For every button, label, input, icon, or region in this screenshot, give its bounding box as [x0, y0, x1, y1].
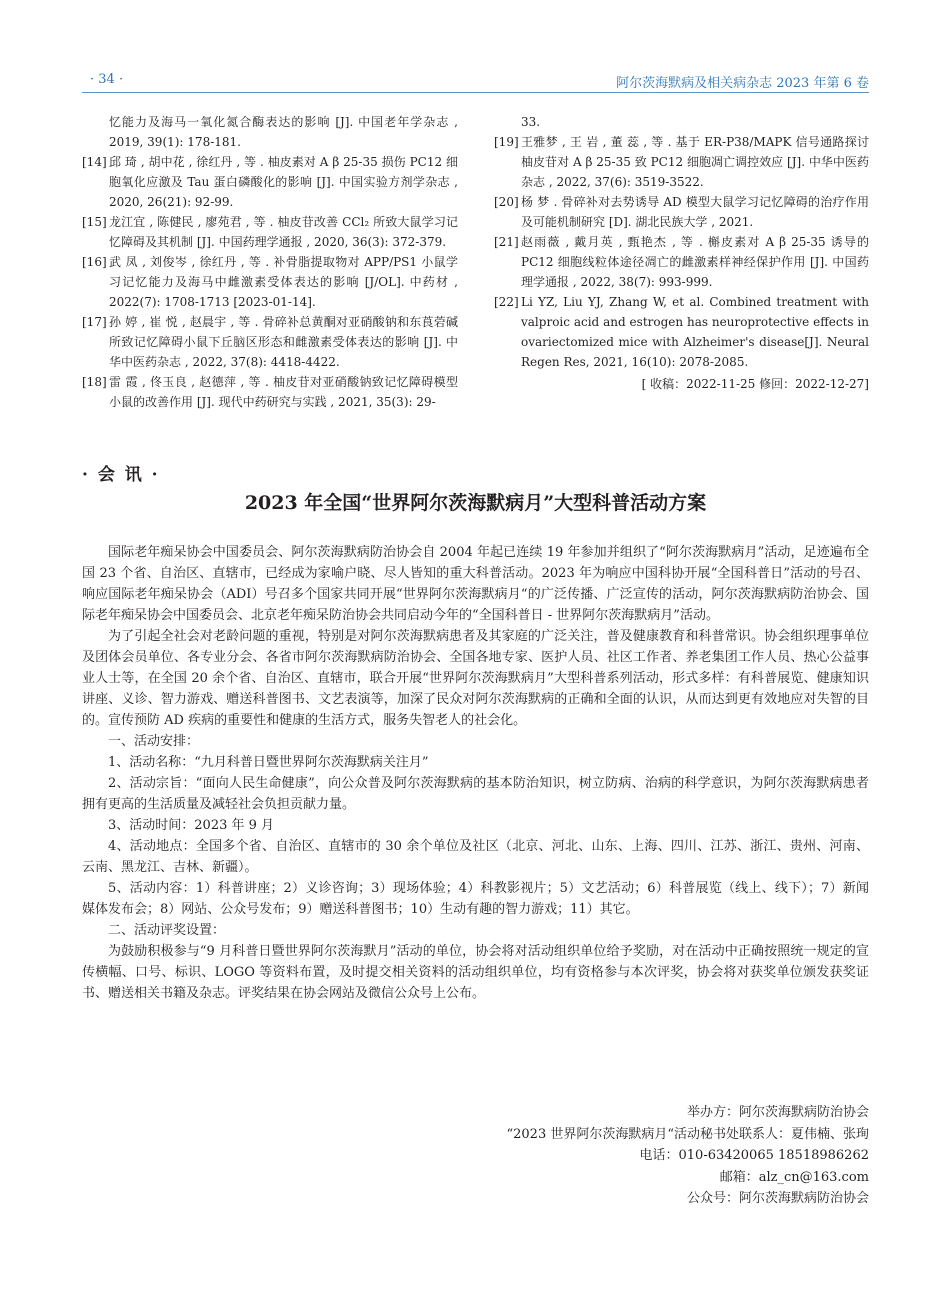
email: 邮箱：alz_cn@163.com — [719, 1169, 869, 1185]
reference-item — [494, 192, 869, 232]
reference-text: 雷 霞 , 佟玉良 , 赵德萍 , 等 . 柚皮苷对亚硝酸钠致记忆障碍模型小鼠的改善作用 [J]. 现代中药研究与实践 , 2021, 35(3): 29- — [109, 375, 458, 409]
reference-text: 邱 琦 , 胡中花 , 徐红丹 , 等 . 柚皮素对 A β 25-35 损伤 PC12 细胞氧化应激及 Tau 蛋白磷酸化的影响 [J]. 中国实验方剂学杂志 , 2020, 26(21): 92-99. — [109, 155, 458, 209]
reference-number: [16] — [82, 255, 107, 269]
page-header — [82, 72, 869, 93]
reference-item — [82, 252, 458, 312]
received-date: [ 收稿：2022-11-25 修回：2022-12-27] — [641, 377, 869, 391]
body-paragraph: 5、活动内容：1）科普讲座；2）义诊咨询；3）现场体验；4）科教影视片；5）文艺活动；6）科普展览（线上、线下）；7）新闻媒体发布会；8）网站、公众号发布；9）赠送科普图书；10）生动有趣的智力游戏；11）其它。 — [82, 881, 869, 917]
body-paragraph: 为鼓励积极参与“9 月科普日暨世界阿尔茨海默月”活动的单位，协会将对活动组织单位给予奖励，对在活动中正确按照统一规定的宣传横幅、口号、标识、LOGO 等资料布置，及时提交相关资料的活动组织单位，均有资格参与本次评奖，协会将对获奖单位颁发获奖证书、赠送相关书籍及杂志。评奖结果在协会网站及微信公众号上公布。 — [82, 944, 869, 1001]
reference-text: 杨 梦 . 骨碎补对去势诱导 AD 模型大鼠学习记忆障碍的治疗作用及可能机制研究 [D]. 湖北民族大学 , 2021. — [521, 195, 869, 229]
reference-item — [82, 372, 458, 412]
phone: 电话：010-63420065 18518986262 — [639, 1148, 869, 1163]
page-number: · 34 · — [90, 72, 124, 87]
reference-number: [15] — [82, 215, 107, 229]
section-heading: 二、活动评奖设置： — [108, 923, 226, 938]
body-paragraph: 4、活动地点：全国多个省、自治区、直辖市的 30 余个单位及社区（北京、河北、山东、上海、四川、江苏、浙江、贵州、河南、云南、黑龙江、吉林、新疆）。 — [82, 839, 869, 875]
reference-number: [21] — [494, 235, 519, 249]
section-tag: · 会 讯 · — [82, 465, 160, 485]
body-paragraph: 为了引起全社会对老龄问题的重视，特别是对阿尔茨海默病患者及其家庭的广泛关注，普及健康教育和科普常识。协会组织理事单位及团体会员单位、各专业分会、各省市阿尔茨海默病防治协会、全国各地专家、医护人员、社区工作者、养老集团工作人员、热心公益事业人士等，在全国 20 余个省、自治区、直辖市，联合开展“世界阿尔茨海默病月”大型科普系列活动，形式多样：有科普展览、健康知识讲座、义诊、智力游戏、赠送科普图书、文艺表演等，加深了民众对阿尔茨海默病的正确和全面的认识，从而达到更有效地应对失智的目的。宣传预防 AD 疾病的重要性和健康的生活方式，服务失智老人的社会化。 — [82, 629, 869, 728]
reference-number: [18] — [82, 375, 107, 389]
reference-number: [14] — [82, 155, 107, 169]
reference-number: [19] — [494, 135, 519, 149]
reference-text: 赵雨薇 , 戴月英 , 甄艳杰 , 等 . 槲皮素对 A β 25-35 诱导的 PC12 细胞线粒体途径凋亡的雌激素样神经保护作用 [J]. 中国药理学通报 , 2022, 38(7): 993-999. — [521, 235, 869, 289]
body-paragraph: 2、活动宗旨：“面向人民生命健康”，向公众普及阿尔茨海默病的基本防治知识，树立防病、治病的科学意识，为阿尔茨海默病患者拥有更高的生活质量及减轻社会负担贡献力量。 — [82, 776, 869, 812]
reference-item — [82, 112, 458, 152]
contact-info — [506, 1102, 869, 1210]
reference-item — [82, 212, 458, 252]
reference-item — [494, 112, 869, 132]
reference-item — [494, 232, 869, 292]
reference-text: Li YZ, Liu YJ, Zhang W, et al. Combined treatment with valproic acid and estrogen has neuroprotective effects in ovariectomized mice with Alzheimer's disease[J]. Neural Regen Res, 2021, 16(10): 2078-2085. — [521, 295, 869, 369]
reference-item — [82, 312, 458, 372]
article-title: 2023 年全国“世界阿尔茨海默病月”大型科普活动方案 — [244, 492, 707, 514]
reference-item — [494, 292, 869, 372]
article-body — [82, 542, 869, 1004]
body-paragraph: 国际老年痴呆协会中国委员会、阿尔茨海默病防治协会自 2004 年起已连续 19 年参加并组织了“阿尔茨海默病月”活动，足迹遍布全国 23 个省、自治区、直辖市，已经成为家喻户晓、尽人皆知的重大科普活动。2023 年为响应中国科协开展“全国科普日”活动的号召、响应国际老年痴呆协会（ADI）号召多个国家共同开展“世界阿尔茨海默病月“的广泛传播、广泛宣传的活动，阿尔茨海默病防治协会、国际老年痴呆协会中国委员会、北京老年痴呆防治协会共同启动今年的“全国科普日 - 世界阿尔茨海默病月”活动。 — [82, 545, 869, 623]
reference-number: [20] — [494, 195, 519, 209]
reference-text: 33. — [521, 115, 541, 129]
contact-person: “2023 世界阿尔茨海默病月“活动秘书处联系人：夏伟楠、张珣 — [506, 1126, 869, 1142]
reference-item — [494, 132, 869, 192]
reference-number: [17] — [82, 315, 107, 329]
journal-title: 阿尔茨海默病及相关病杂志 2023 年第 6 卷 — [616, 76, 869, 91]
body-paragraph: 1、活动名称：“九月科普日暨世界阿尔茨海默病关注月” — [108, 755, 429, 770]
reference-text: 武 凤 , 刘俊岑 , 徐红丹 , 等 . 补骨脂提取物对 APP/PS1 小鼠学习记忆能力及海马中雌激素受体表达的影响 [J/OL]. 中药材 , 2022(7): 1708-1713 [2023-01-14]. — [109, 255, 458, 309]
reference-number: [22] — [494, 295, 519, 309]
reference-text: 龙江宜 , 陈健民 , 廖苑君 , 等 . 柚皮苷改善 CCl₂ 所致大鼠学习记忆障碍及其机制 [J]. 中国药理学通报 , 2020, 36(3): 372-379. — [109, 215, 458, 249]
wechat-account: 公众号：阿尔茨海默病防治协会 — [686, 1191, 869, 1206]
body-paragraph: 3、活动时间：2023 年 9 月 — [108, 818, 275, 833]
reference-text: 王雅梦 , 王 岩 , 董 蕊 , 等 . 基于 ER-P38/MAPK 信号通路探讨柚皮苷对 A β 25-35 致 PC12 细胞凋亡调控效应 [J]. 中华中医药杂志 , 2022, 37(6): 3519-3522. — [521, 135, 869, 189]
references-right-column — [494, 112, 869, 394]
organizer: 举办方：阿尔茨海默病防治协会 — [686, 1105, 869, 1120]
section-heading: 一、活动安排： — [108, 734, 200, 749]
reference-text: 忆能力及海马一氧化氮合酶表达的影响 [J]. 中国老年学杂志 , 2019, 39(1): 178-181. — [109, 115, 458, 149]
reference-text: 孙 婷 , 崔 悦 , 赵晨宇 , 等 . 骨碎补总黄酮对亚硝酸钠和东莨菪碱所致记忆障碍小鼠下丘脑区形态和雌激素受体表达的影响 [J]. 中华中医药杂志 , 2022, 37(8): 4418-4422. — [109, 315, 458, 369]
references-left-column — [82, 112, 458, 412]
reference-item — [82, 152, 458, 212]
